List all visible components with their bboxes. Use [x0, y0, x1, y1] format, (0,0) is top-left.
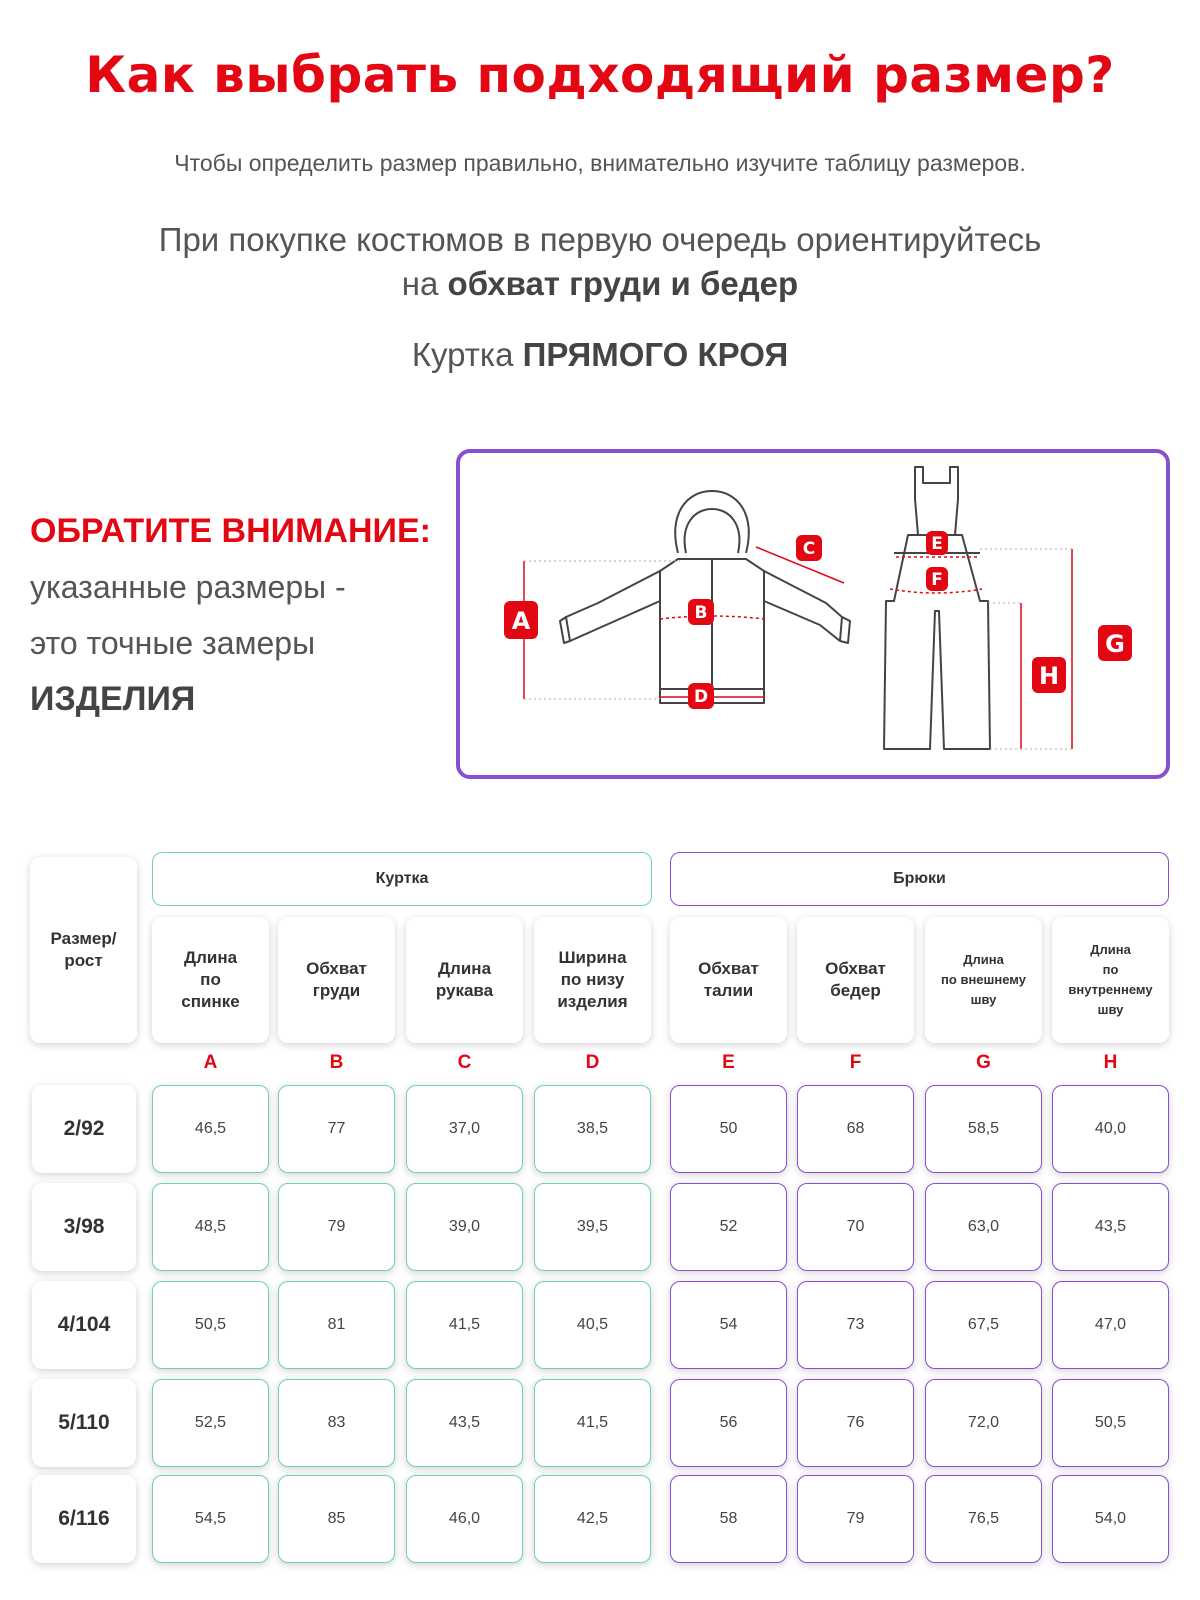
value-cell: 54 — [670, 1281, 787, 1369]
diagram-marker-label-d: D — [693, 687, 709, 707]
size-hint-line1: При покупке костюмов в первую очередь ориентируйтесь — [158, 221, 1042, 258]
page-subtitle: Чтобы определить размер правильно, внимательно изучите таблицу размеров. — [174, 150, 1026, 176]
value-cell: 50,5 — [1052, 1379, 1169, 1467]
value-cell: 76,5 — [925, 1475, 1042, 1563]
attention-title: ОБРАТИТЕ ВНИМАНИЕ: — [30, 512, 431, 550]
jacket-hood-inner-shape — [685, 509, 740, 553]
value-cell: 41,5 — [534, 1379, 651, 1467]
column-header-b: Обхват груди — [278, 917, 395, 1043]
cut-bold: ПРЯМОГО КРОЯ — [522, 336, 789, 373]
value-cell: 79 — [278, 1183, 395, 1271]
value-cell: 85 — [278, 1475, 395, 1563]
value-cell: 50,5 — [152, 1281, 269, 1369]
group-header-pants: Брюки — [670, 852, 1169, 906]
group-header-jacket: Куртка — [152, 852, 652, 906]
attention-line1: указанные размеры - — [30, 569, 346, 605]
value-cell: 58 — [670, 1475, 787, 1563]
value-cell: 63,0 — [925, 1183, 1042, 1271]
diagram-marker-label-b: B — [694, 603, 708, 623]
diagram-marker-label-h: H — [1038, 662, 1060, 690]
size-cell: 2/92 — [32, 1085, 136, 1173]
value-cell: 43,5 — [1052, 1183, 1169, 1271]
value-cell: 83 — [278, 1379, 395, 1467]
size-cell: 6/116 — [32, 1475, 136, 1563]
value-cell: 56 — [670, 1379, 787, 1467]
column-letter-g: G — [976, 1052, 991, 1073]
diagram-marker-label-e: E — [931, 534, 943, 554]
value-cell: 67,5 — [925, 1281, 1042, 1369]
value-cell: 40,0 — [1052, 1085, 1169, 1173]
value-cell: 73 — [797, 1281, 914, 1369]
value-cell: 46,5 — [152, 1085, 269, 1173]
value-cell: 79 — [797, 1475, 914, 1563]
column-letter-e: E — [722, 1052, 735, 1073]
column-letter-b: B — [329, 1052, 344, 1073]
cut-type — [0, 336, 1200, 374]
value-cell: 54,5 — [152, 1475, 269, 1563]
value-cell: 77 — [278, 1085, 395, 1173]
size-hint-bold: обхват груди и бедер — [447, 265, 799, 302]
column-header-e: Обхват талии — [670, 917, 787, 1043]
column-header-c: Длина рукава — [406, 917, 523, 1043]
jacket-hood-shape — [675, 491, 749, 553]
value-cell: 48,5 — [152, 1183, 269, 1271]
diagram-marker-label-f: F — [931, 570, 943, 590]
value-cell: 37,0 — [406, 1085, 523, 1173]
garment-illustration — [460, 453, 1166, 775]
column-letter-f: F — [849, 1052, 862, 1073]
value-cell: 43,5 — [406, 1379, 523, 1467]
value-cell: 40,5 — [534, 1281, 651, 1369]
value-cell: 39,0 — [406, 1183, 523, 1271]
value-cell: 76 — [797, 1379, 914, 1467]
diagram-marker-label-g: G — [1105, 630, 1125, 658]
size-cell: 4/104 — [32, 1281, 136, 1369]
value-cell: 41,5 — [406, 1281, 523, 1369]
diagram-marker-label-a: A — [511, 607, 531, 635]
column-header-d: Ширина по низу изделия — [534, 917, 651, 1043]
value-cell: 72,0 — [925, 1379, 1042, 1467]
column-header-g: Длина по внешнему шву — [925, 917, 1042, 1043]
value-cell: 39,5 — [534, 1183, 651, 1271]
size-hint — [0, 218, 1200, 306]
value-cell: 38,5 — [534, 1085, 651, 1173]
column-letter-a: A — [203, 1052, 218, 1073]
value-cell: 42,5 — [534, 1475, 651, 1563]
size-cell: 3/98 — [32, 1183, 136, 1271]
jacket-left-sleeve — [566, 571, 660, 641]
value-cell: 68 — [797, 1085, 914, 1173]
size-hint-line2 — [0, 262, 1200, 306]
value-cell: 70 — [797, 1183, 914, 1271]
size-column-header: Размер/ рост — [30, 857, 137, 1043]
column-letter-d: D — [585, 1052, 600, 1073]
column-header-a: Длина по спинке — [152, 917, 269, 1043]
size-hint-prefix: на — [401, 265, 448, 302]
value-cell: 52,5 — [152, 1379, 269, 1467]
column-letter-c: C — [457, 1052, 472, 1073]
value-cell: 46,0 — [406, 1475, 523, 1563]
value-cell: 52 — [670, 1183, 787, 1271]
attention-line2: это точные замеры — [30, 625, 316, 661]
column-header-h: Длина по внутреннему шву — [1052, 917, 1169, 1043]
column-header-f: Обхват бедер — [797, 917, 914, 1043]
column-letter-h: H — [1103, 1052, 1118, 1073]
jacket-right-sleeve — [764, 571, 842, 641]
page-title: Как выбрать подходящий размер? — [85, 46, 1115, 104]
value-cell: 81 — [278, 1281, 395, 1369]
value-cell: 47,0 — [1052, 1281, 1169, 1369]
value-cell: 50 — [670, 1085, 787, 1173]
cut-prefix: Куртка — [411, 336, 523, 373]
size-cell: 5/110 — [32, 1379, 136, 1467]
value-cell: 58,5 — [925, 1085, 1042, 1173]
attention-strong: ИЗДЕЛИЯ — [30, 680, 196, 718]
value-cell: 54,0 — [1052, 1475, 1169, 1563]
pants-bib-shape — [915, 467, 958, 535]
attention-note — [30, 512, 450, 727]
measurement-diagram — [456, 449, 1170, 779]
diagram-marker-label-c: C — [802, 539, 816, 559]
